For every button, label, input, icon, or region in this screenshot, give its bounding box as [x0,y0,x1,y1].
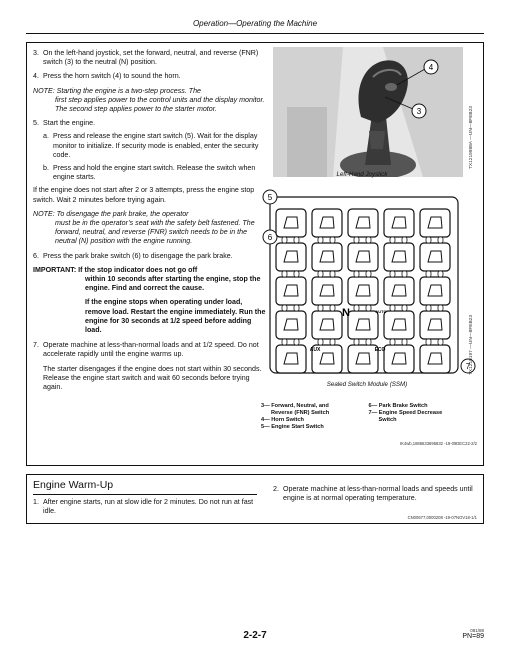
ssm-switch [276,209,306,237]
step-4 [33,72,269,81]
important-body-2: If the engine stops when operating under load, remove load. Restart the engine immediately. Run the engine for 30 seconds at 1/2 speed before adding load. [85,298,266,335]
legend [261,403,476,431]
ssm-switch [276,345,306,373]
ssm-indicator [354,305,359,311]
fnr-label: N [342,307,350,319]
ssm-caption: Sealed Switch Module (SSM) [326,381,408,388]
ssm-indicator [426,339,431,345]
step-text: On the left-hand joystick, set the forward, neutral, and reverse (FNR) switch (3) to the neutral (N) position. [43,49,259,67]
ssm-switch [348,209,378,237]
step-number: 5. [33,119,39,128]
step-6 [33,252,269,261]
legend-5: 5— Engine Start Switch [261,424,324,430]
switch-grid [276,209,450,373]
important-body: within 10 seconds after starting the engine, stop the engine. Find and correct the cause. [85,275,261,293]
starter-paragraph: The starter disengages if the engine does not start within 30 seconds. Release the engine start switch and wait 60 seconds before trying again. [43,364,262,392]
ssm-indicator [354,271,359,277]
step-number: 1. [33,498,39,506]
ssm-code: TX1219197 —UN—8FEB23 [469,315,474,375]
ssm-switch [420,277,450,305]
step-text: Press the horn switch (4) to sound the horn. [43,72,181,81]
step-text: After engine starts, run at slow idle for 2 minutes. Do not run at fast idle. [43,498,254,515]
ssm-switch [276,311,306,339]
step-5b [33,164,269,182]
step-number: 4. [33,72,39,81]
ssm-switch [348,345,378,373]
warmup-step-2 [273,485,479,503]
step-text: Operate machine at less-than-normal loads and speeds until engine is at normal operating temperature. [283,485,473,502]
legend-3b: Reverse (FNR) Switch [271,410,330,416]
important-heading: IMPORTANT: If the stop indicator does not go off [33,265,198,274]
ssm-switch [420,345,450,373]
ssm-indicator [390,339,395,345]
note-park-brake: NOTE: To disengage the park brake, the operator [33,209,189,218]
ssm-indicator [438,305,443,311]
auto-label: AUTO [375,309,387,314]
ssm-switch [384,277,414,305]
sealed-switch-module [260,189,476,379]
warmup-frame [26,474,484,524]
fig1-code: TX1219988A —UN—8FEB23 [469,106,474,169]
ssm-indicator [426,305,431,311]
ssm-indicator [330,305,335,311]
callout-4: 4 [428,63,434,72]
ssm-switch [384,345,414,373]
ssm-indicator [294,305,299,311]
section-title: Engine Warm-Up [33,479,114,491]
step-3 [33,49,269,67]
ssm-indicator [402,339,407,345]
step-text: Operate machine at less-than-normal loads and at 1/2 speed. Do not accelerate rapidly until the engine warms up. [43,341,259,359]
ssm-indicator [426,237,431,243]
header-title: Operation—Operating the Machine [192,19,318,28]
warmup-step-1 [33,498,257,516]
callout-6: 6 [267,233,273,242]
ssm-indicator [294,339,299,345]
eco-label: ECO [374,347,386,353]
ssm-indicator [366,237,371,243]
retry-paragraph: If the engine does not start after 2 or 3 attempts, press the engine stop switch. Wait 2 minutes before trying again. [33,186,255,204]
substep-letter: b. [43,164,49,173]
ssm-switch [348,311,378,339]
ssm-switch [384,311,414,339]
ssm-switch [312,311,342,339]
aux-label: AUX [309,347,321,353]
callout-5: 5 [267,193,273,202]
ssm-switch [312,209,342,237]
procedure-text [33,49,269,392]
ssm-switch [276,243,306,271]
ssm-indicator [282,271,287,277]
note-two-step-body: first step applies power to the control units and the display monitor. The second step applies power to the starter motor. [55,95,265,114]
ssm-switch [420,243,450,271]
ssm-indicator [390,305,395,311]
step-5 [33,119,269,128]
ssm-indicator [330,339,335,345]
ssm-indicator [330,271,335,277]
ssm-indicator [390,271,395,277]
ssm-indicator [294,271,299,277]
step-text: Press the park brake switch (6) to disengage the park brake. [43,251,233,260]
reference-code: IK4wb,1886633695832 -19-09DEC22-2/2 [399,441,477,446]
ssm-indicator [354,237,359,243]
step-number: 6. [33,251,39,260]
step-number: 3. [33,49,39,57]
step-number: 7. [33,341,39,350]
legend-6: 6— Park Brake Switch [368,403,428,409]
ssm-switch [348,277,378,305]
ssm-indicator [402,271,407,277]
ssm-switch [312,277,342,305]
ssm-switch [276,277,306,305]
ssm-indicator [318,305,323,311]
ssm-indicator [402,237,407,243]
ssm-switch [384,243,414,271]
warmup-reference: CN00677,0000208 -19-07NOV18-1/1 [407,515,477,520]
legend-7b: Switch [378,417,397,423]
ssm-switch [420,209,450,237]
ssm-indicator [438,271,443,277]
ssm-indicator [426,271,431,277]
legend-3: 3— Forward, Neutral, and [261,403,329,409]
step-7 [33,341,269,359]
ssm-indicator [318,339,323,345]
ssm-indicator [390,237,395,243]
ssm-indicator [330,237,335,243]
legend-4: 4— Horn Switch [261,417,304,423]
substep-text: Press and release the engine start switch (5). Wait for the display monitor to initialize. If security mode is enabled, enter the security code. [53,132,259,159]
ssm-indicator [366,271,371,277]
footer-right [462,628,484,640]
ssm-indicator [282,305,287,311]
ssm-indicator [318,237,323,243]
callout-3: 3 [416,107,422,116]
ssm-indicator [438,339,443,345]
footer-pn: PN=89 [462,633,484,640]
ssm-switch [312,243,342,271]
step-5a [33,132,269,160]
ssm-switch [420,311,450,339]
ssm-switch [384,209,414,237]
ssm-indicator [354,339,359,345]
note-two-step: NOTE: Starting the engine is a two-step process. The [33,86,201,95]
procedure-frame [26,42,484,466]
page-number: 2-2-7 [243,630,267,641]
ssm-indicator [282,339,287,345]
ssm-indicator [366,339,371,345]
ssm-indicator [438,237,443,243]
page-header [26,16,484,34]
substep-letter: a. [43,132,49,141]
fig1-caption: Left-Hand Joystick [336,171,388,178]
ssm-indicator [282,237,287,243]
callout-7: 7 [465,362,471,371]
ssm-indicator [366,305,371,311]
section-rule [33,494,257,495]
step-number: 2. [273,485,279,493]
ssm-indicator [294,237,299,243]
footer-small: 081/88 [470,628,484,633]
step-text: Start the engine. [43,119,96,128]
ssm-switch [348,243,378,271]
legend-7: 7— Engine Speed Decrease [368,410,443,416]
substep-text: Press and hold the engine start switch. Release the switch when engine starts. [53,164,256,182]
joystick-illustration [273,47,463,177]
ssm-indicator [318,271,323,277]
note-park-brake-body: must be in the operator’s seat with the safety belt fastened. The forward, neutral, and reverse (FNR) switch needs to be in the neutral (N) position with the engine running. [55,219,255,246]
ssm-indicator [402,305,407,311]
